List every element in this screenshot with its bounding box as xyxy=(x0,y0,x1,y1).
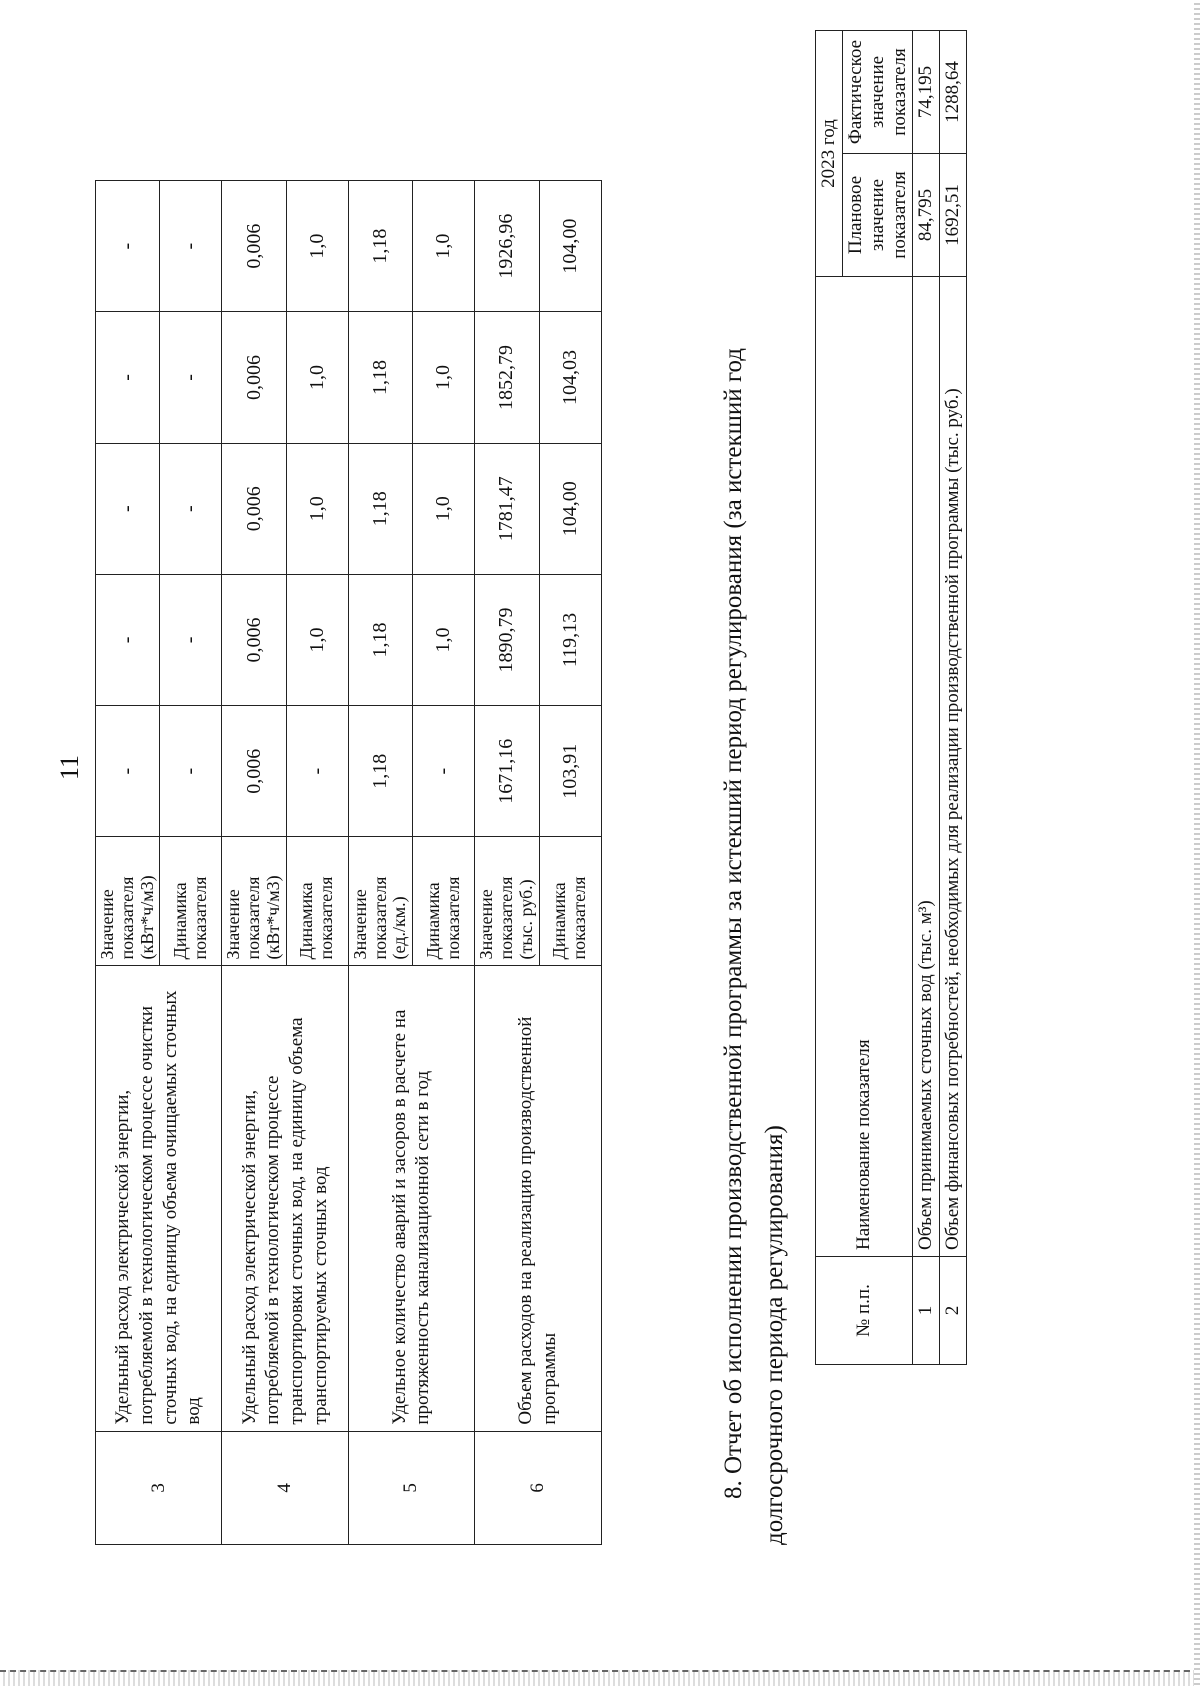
table-row xyxy=(913,31,940,1365)
scan-edge-right xyxy=(1194,0,1200,1686)
indicator-value: 1,0 xyxy=(286,443,348,574)
indicator-subtype: Динамика показателя xyxy=(286,837,348,966)
indicator-value: 0,006 xyxy=(222,181,286,312)
indicator-value: - xyxy=(413,706,475,837)
header-num: № п.п. xyxy=(816,1257,913,1365)
indicator-name: Удельный расход электрической энергии, потребляемой в технологическом процессе очистки сточных вод, на единицу объема очищаемых сточных вод xyxy=(96,966,222,1431)
indicator-value: 1,0 xyxy=(413,443,475,574)
indicator-value: 104,03 xyxy=(539,312,601,443)
indicator-value: 1781,47 xyxy=(475,443,539,574)
indicator-value: 1,18 xyxy=(348,181,412,312)
indicator-value: 1,0 xyxy=(286,574,348,705)
row-fact: 74,195 xyxy=(913,31,940,154)
header-fact: Фактическое значение показателя xyxy=(842,31,913,154)
indicator-value: 0,006 xyxy=(222,574,286,705)
scan-edge-bottom xyxy=(0,1670,1200,1686)
header-plan: Плановое значение показателя xyxy=(842,154,913,277)
indicator-value: 1,18 xyxy=(348,574,412,705)
table-row xyxy=(222,181,286,1545)
section-8-line-2: долгосрочного периода регулирования) xyxy=(761,1125,789,1545)
indicator-value: - xyxy=(160,574,222,705)
page-number: 11 xyxy=(55,754,84,780)
row-name: Объем принимаемых сточных вод (тыс. м³) xyxy=(913,277,940,1257)
indicator-value: 1,18 xyxy=(348,443,412,574)
indicator-value: - xyxy=(160,181,222,312)
indicator-name: Удельное количество аварий и засоров в расчете на протяженность канализационной сети в год xyxy=(348,966,474,1431)
indicator-subtype: Динамика показателя xyxy=(160,837,222,966)
row-plan: 1692,51 xyxy=(940,154,967,277)
indicator-value: 119,13 xyxy=(539,574,601,705)
indicator-value: 104,00 xyxy=(539,443,601,574)
program-report-table xyxy=(815,30,967,1365)
row-number: 6 xyxy=(475,1431,601,1544)
indicators-table xyxy=(95,180,602,1545)
indicator-value: - xyxy=(96,706,160,837)
row-plan: 84,795 xyxy=(913,154,940,277)
indicator-subtype: Динамика показателя xyxy=(539,837,601,966)
indicator-value: 1,0 xyxy=(286,181,348,312)
indicator-value: - xyxy=(160,706,222,837)
indicator-value: 1,0 xyxy=(413,312,475,443)
indicator-subtype: Динамика показателя xyxy=(413,837,475,966)
indicator-value: - xyxy=(286,706,348,837)
section-8-line-1: 8. Отчет об исполнении производственной программы за истекший период регулирования (за истекший год xyxy=(720,348,747,1499)
header-year: 2023 год xyxy=(816,31,843,277)
indicator-value: 1926,96 xyxy=(475,181,539,312)
table-row xyxy=(348,181,412,1545)
section-8-heading xyxy=(713,180,796,1545)
indicator-value: 0,006 xyxy=(222,312,286,443)
table-row xyxy=(96,181,160,1545)
indicator-value: - xyxy=(160,443,222,574)
row-num: 2 xyxy=(940,1257,967,1365)
indicator-value: 1,0 xyxy=(286,312,348,443)
indicator-name: Удельный расход электрической энергии, потребляемой в технологическом процессе транспортировки сточных вод, на единицу объема транспортируемых сточных вод xyxy=(222,966,348,1431)
indicator-value: 0,006 xyxy=(222,443,286,574)
indicator-value: - xyxy=(96,312,160,443)
row-number: 3 xyxy=(96,1431,222,1544)
indicator-value: - xyxy=(96,181,160,312)
row-fact: 1288,64 xyxy=(940,31,967,154)
table-row xyxy=(475,181,539,1545)
indicator-value: 1852,79 xyxy=(475,312,539,443)
indicator-subtype: Значение показателя (ед./км.) xyxy=(348,837,412,966)
header-name: Наименование показателя xyxy=(816,277,913,1257)
indicator-subtype: Значение показателя (кВт*ч/м3) xyxy=(96,837,160,966)
indicator-value: - xyxy=(96,443,160,574)
row-num: 1 xyxy=(913,1257,940,1365)
indicator-subtype: Значение показателя (тыс. руб.) xyxy=(475,837,539,966)
row-number: 4 xyxy=(222,1431,348,1544)
rotated-document-page xyxy=(25,35,1175,1635)
row-number: 5 xyxy=(348,1431,474,1544)
indicator-value: 1,18 xyxy=(348,312,412,443)
indicator-value: - xyxy=(160,312,222,443)
indicator-value: 0,006 xyxy=(222,706,286,837)
table-row xyxy=(940,31,967,1365)
row-name: Объем финансовых потребностей, необходимых для реализации производственной программы (тыс. руб.) xyxy=(940,277,967,1257)
indicator-subtype: Значение показателя (кВт*ч/м3) xyxy=(222,837,286,966)
indicator-value: 1890,79 xyxy=(475,574,539,705)
indicator-value: 1,18 xyxy=(348,706,412,837)
indicator-value: 1671,16 xyxy=(475,706,539,837)
indicator-name: Объем расходов на реализацию производственной программы xyxy=(475,966,601,1431)
indicator-value: 1,0 xyxy=(413,181,475,312)
indicator-value: 104,00 xyxy=(539,181,601,312)
indicator-value: 1,0 xyxy=(413,574,475,705)
indicator-value: 103,91 xyxy=(539,706,601,837)
indicator-value: - xyxy=(96,574,160,705)
